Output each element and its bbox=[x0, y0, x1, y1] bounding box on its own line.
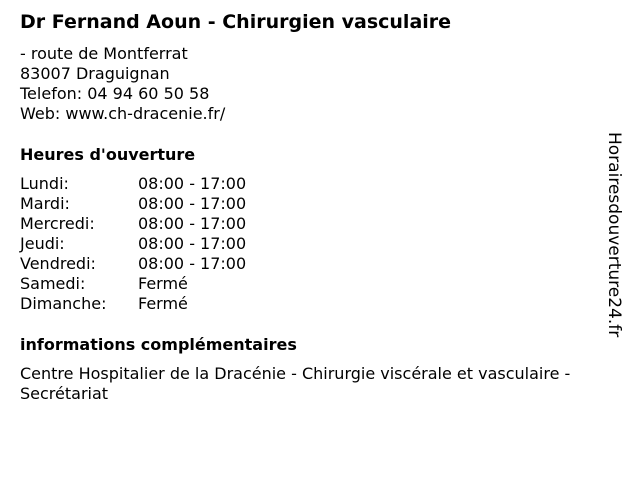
hours-heading: Heures d'ouverture bbox=[20, 145, 196, 164]
page-title: Dr Fernand Aoun - Chirurgien vasculaire bbox=[20, 11, 452, 33]
time-value: 08:00 - 17:00 bbox=[138, 234, 247, 253]
phone-number: Telefon: 04 94 60 50 58 bbox=[20, 84, 210, 103]
info-heading: informations complémentaires bbox=[20, 335, 297, 354]
hours-row-tuesday bbox=[20, 194, 246, 214]
website-link[interactable]: Web: www.ch-dracenie.fr/ bbox=[20, 104, 226, 123]
day-label: Dimanche: bbox=[20, 294, 107, 313]
time-value: 08:00 - 17:00 bbox=[138, 174, 247, 193]
time-value: Fermé bbox=[138, 294, 188, 313]
day-label: Jeudi: bbox=[20, 234, 65, 253]
hours-row-saturday bbox=[20, 274, 246, 294]
day-label: Vendredi: bbox=[20, 254, 96, 273]
hours-row-wednesday bbox=[20, 214, 246, 234]
day-label: Lundi: bbox=[20, 174, 69, 193]
time-value: 08:00 - 17:00 bbox=[138, 254, 247, 273]
time-value: 08:00 - 17:00 bbox=[138, 214, 247, 233]
time-value: Fermé bbox=[138, 274, 188, 293]
site-watermark: Horairesdouverture24.fr bbox=[604, 132, 624, 338]
time-value: 08:00 - 17:00 bbox=[138, 194, 247, 213]
hours-row-thursday bbox=[20, 234, 246, 254]
address-street: - route de Montferrat bbox=[20, 44, 188, 63]
info-text: Centre Hospitalier de la Dracénie - Chirurgie viscérale et vasculaire - Secrétariat bbox=[20, 364, 571, 403]
hours-table bbox=[20, 174, 246, 314]
address-city: 83007 Draguignan bbox=[20, 64, 170, 83]
day-label: Mercredi: bbox=[20, 214, 95, 233]
day-label: Mardi: bbox=[20, 194, 70, 213]
address-block bbox=[20, 44, 225, 124]
hours-row-monday bbox=[20, 174, 246, 194]
day-label: Samedi: bbox=[20, 274, 86, 293]
hours-row-friday bbox=[20, 254, 246, 274]
hours-row-sunday bbox=[20, 294, 246, 314]
